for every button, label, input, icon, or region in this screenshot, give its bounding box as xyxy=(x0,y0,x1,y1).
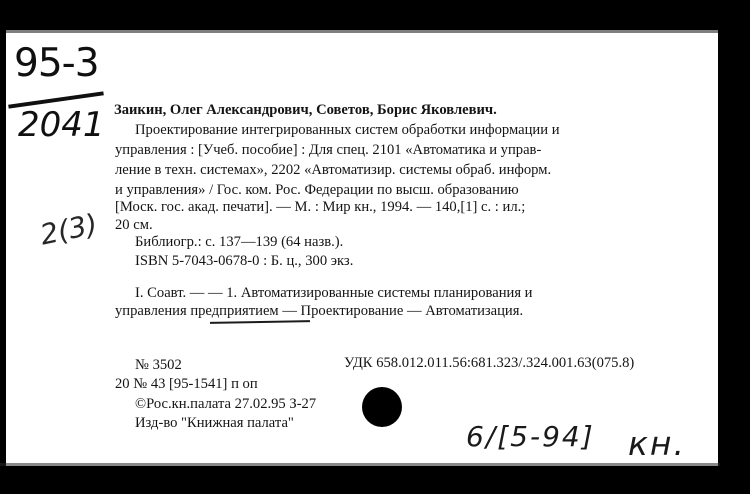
title-line-2: управления : [Учеб. пособие] : Для спец. 2101 «Автоматика и управ- xyxy=(115,142,542,158)
tracing-line-2: управления предприятием — Проектирование — Автоматизация. xyxy=(115,303,524,319)
udk-classification: УДК 658.012.011.56:681.323/.324.001.63(075.8) xyxy=(344,355,635,371)
scan-border-bottom-shadow xyxy=(0,463,720,466)
title-line-6: 20 см. xyxy=(115,217,153,233)
bibliography-note: Библиогр.: с. 137—139 (64 назв.). xyxy=(135,234,344,250)
scan-border-bottom xyxy=(0,466,750,494)
title-line-3: ление в техн. системах», 2202 «Автоматизир. системы обраб. информ. xyxy=(115,162,552,178)
call-number-top: 95-3 xyxy=(14,41,99,86)
record-number: № 3502 xyxy=(135,357,182,373)
title-line-4: и управления» / Гос. ком. Рос. Федерации по высш. образованию xyxy=(115,182,519,198)
title-line-1: Проектирование интегрированных систем обработки информации и xyxy=(135,122,560,138)
publisher-line: Изд-во "Книжная палата" xyxy=(135,415,294,431)
title-line-5: [Моск. гос. акад. печати]. — М. : Мир кн., 1994. — 140,[1] с. : ил.; xyxy=(115,199,526,215)
scan-border-right xyxy=(718,0,750,494)
catalog-code-line: 20 № 43 [95-1541] п оп xyxy=(115,376,258,392)
chamber-stamp-line: ©Рос.кн.палата 27.02.95 З-27 xyxy=(135,396,317,412)
ink-blot-seal xyxy=(362,387,402,427)
bottom-handwritten-abbrev: кн. xyxy=(628,424,686,463)
catalog-card xyxy=(6,33,718,463)
author-line: Заикин, Олег Александрович, Советов, Борис Яковлевич. xyxy=(114,102,497,118)
tracing-line-1: I. Соавт. — — 1. Автоматизированные системы планирования и xyxy=(135,285,533,301)
margin-handwritten-mark: 2(3) xyxy=(37,207,101,252)
scan-border-top xyxy=(0,0,750,30)
isbn-line: ISBN 5-7043-0678-0 : Б. ц., 300 экз. xyxy=(135,253,354,269)
bottom-handwritten-code: 6/[5-94] xyxy=(466,420,595,453)
call-number-bottom: 2041 xyxy=(18,105,105,145)
